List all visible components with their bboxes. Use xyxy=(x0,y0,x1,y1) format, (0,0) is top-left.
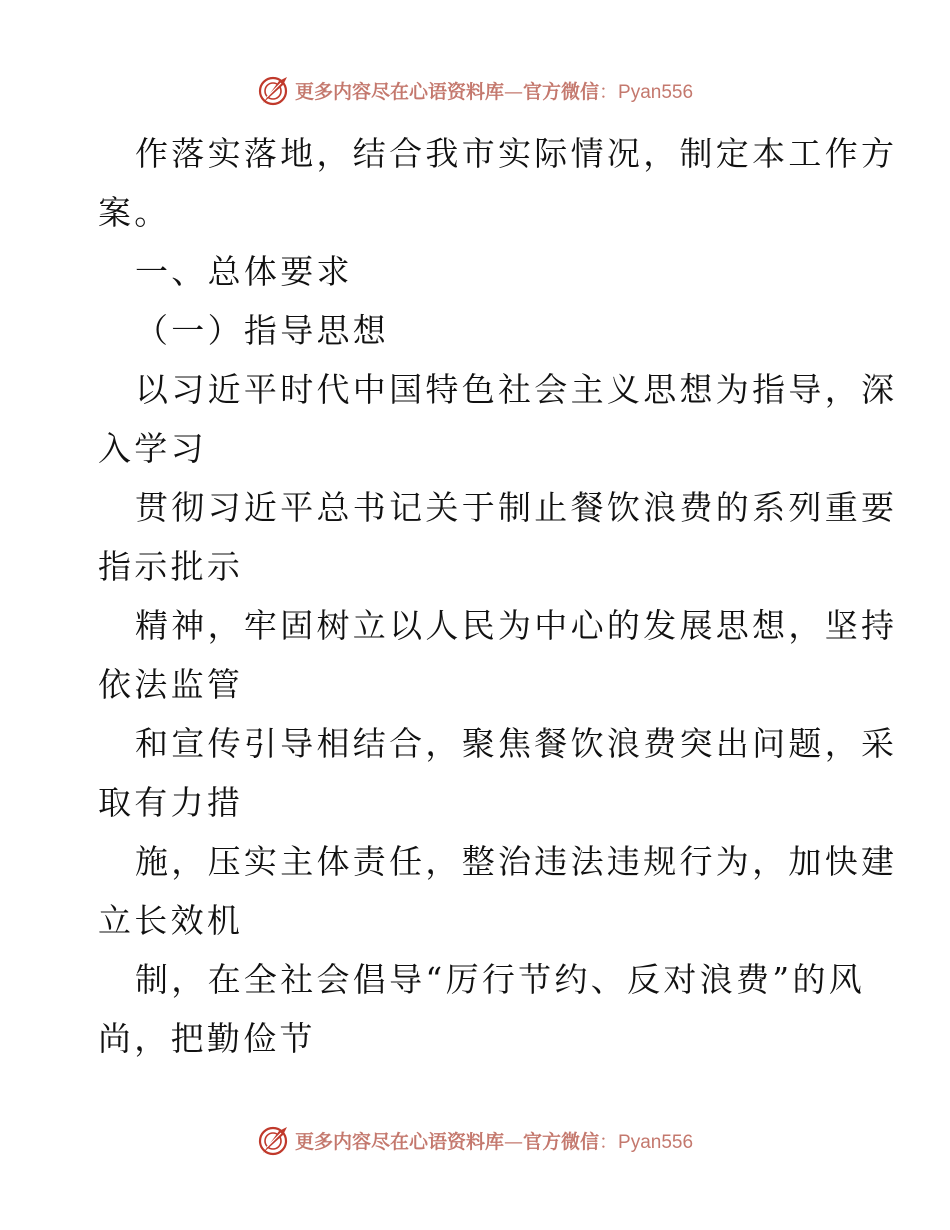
paragraph-line: 立长效机 xyxy=(98,901,244,940)
header-watermark xyxy=(0,70,950,110)
paragraph-line: 尚，把勤俭节 xyxy=(98,1019,316,1058)
paragraph-line: 案。 xyxy=(98,193,171,232)
paragraph-line: 和宣传引导相结合，聚焦餐饮浪费突出问题，采 xyxy=(135,724,898,763)
paragraph-line: 精神，牢固树立以人民为中心的发展思想，坚持 xyxy=(135,606,898,645)
watermark-text: 更多内容尽在心语资料库—官方微信：Pyan556 xyxy=(294,1130,694,1153)
watermark-text: 更多内容尽在心语资料库—官方微信：Pyan556 xyxy=(294,80,694,103)
document-body xyxy=(98,124,898,1068)
subsection-heading: （一）指导思想 xyxy=(135,311,390,350)
paragraph-line: 贯彻习近平总书记关于制止餐饮浪费的系列重要 xyxy=(135,488,898,527)
paragraph-line: 以习近平时代中国特色社会主义思想为指导，深 xyxy=(135,370,898,409)
paragraph-line: 依法监管 xyxy=(98,665,244,704)
paragraph-line: 入学习 xyxy=(98,429,207,468)
quill-seal-icon xyxy=(257,73,291,107)
footer-watermark xyxy=(0,1120,950,1160)
paragraph-line: 指示批示 xyxy=(98,547,244,586)
paragraph-line: 作落实落地，结合我市实际情况，制定本工作方 xyxy=(135,134,898,173)
section-heading: 一、总体要求 xyxy=(135,252,353,291)
paragraph-line: 制，在全社会倡导“厉行节约、反对浪费”的风 xyxy=(135,960,866,999)
paragraph-line: 施，压实主体责任，整治违法违规行为，加快建 xyxy=(135,842,898,881)
paragraph-line: 取有力措 xyxy=(98,783,244,822)
quill-seal-icon xyxy=(257,1123,291,1157)
